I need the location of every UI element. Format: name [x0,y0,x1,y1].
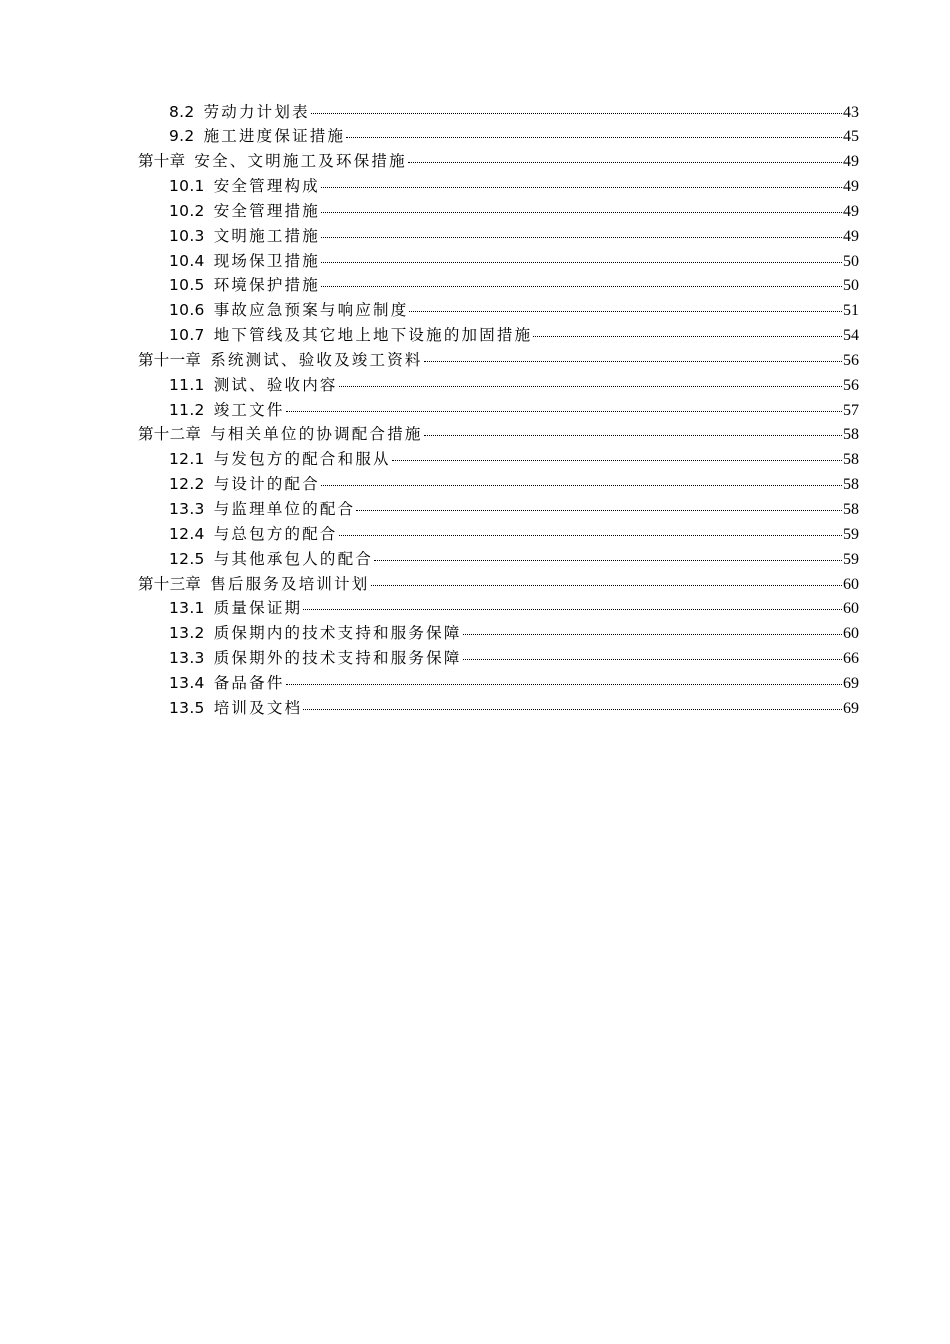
toc-section-entry[interactable] [0,100,950,125]
toc-entry-title: 与监理单位的配合 [213,500,356,518]
toc-section-entry[interactable] [0,647,950,672]
dot-leader [356,510,842,511]
dot-leader [321,237,842,238]
toc-entry-line [169,249,950,275]
toc-entry-page-number: 59 [843,550,859,568]
toc-entry-title: 系统测试、验收及竣工资料 [210,350,423,369]
dot-leader [303,609,842,610]
toc-entry-line [138,422,950,448]
dot-leader [374,560,842,561]
toc-entry-page-number: 58 [843,476,859,494]
toc-entry-line [169,671,950,697]
toc-entry-title: 事故应急预案与响应制度 [213,301,409,320]
dot-leader [321,212,842,213]
toc-section-entry[interactable] [0,473,950,498]
toc-entry-number: 11.1 [169,375,205,394]
toc-section-entry[interactable] [0,249,950,274]
toc-section-entry[interactable] [0,498,950,523]
toc-entry-title: 劳动力计划表 [203,102,310,121]
toc-entry-title: 测试、验收内容 [213,375,338,394]
toc-entry-line [138,572,950,598]
toc-entry-title: 安全管理构成 [213,177,320,196]
toc-entry-title: 备品备件 [213,673,285,692]
toc-entry-number: 8.2 [169,102,195,121]
toc-entry-page-number: 50 [843,252,859,270]
toc-entry-number: 第十二章 [138,425,202,444]
dot-leader [533,336,842,337]
toc-entry-title: 安全管理措施 [213,201,320,220]
dot-leader [463,659,842,660]
toc-entry-title: 安全、文明施工及环保措施 [194,152,407,171]
toc-entry-title: 竣工文件 [213,400,285,419]
toc-entry-number: 10.2 [169,201,205,220]
toc-entry-line [169,174,950,200]
toc-entry-number: 13.2 [169,624,205,643]
toc-entry-number: 10.5 [169,276,205,295]
toc-chapter-entry[interactable] [0,150,950,175]
toc-entry-number: 第十三章 [138,574,202,593]
toc-entry-page-number: 59 [843,525,859,543]
toc-entry-page-number: 56 [843,376,859,394]
toc-entry-line [169,373,950,399]
toc-entry-line [169,547,950,573]
toc-entry-line [169,224,950,250]
toc-entry-number: 第十章 [138,152,186,171]
toc-entry-number: 12.2 [169,475,205,494]
dot-leader [408,162,842,163]
toc-entry-line [169,621,950,647]
toc-entry-title: 与总包方的配合 [213,524,338,543]
toc-entry-page-number: 45 [843,128,859,146]
toc-entry-page-number: 58 [843,426,859,444]
toc-entry-number: 13.1 [169,599,205,618]
toc-section-entry[interactable] [0,125,950,150]
toc-section-entry[interactable] [0,274,950,299]
toc-entry-line [169,472,950,498]
toc-entry-title: 施工进度保证措施 [203,127,346,146]
toc-entry-number: 10.4 [169,251,205,270]
dot-leader [311,113,842,114]
dot-leader [286,684,842,685]
toc-entry-title: 售后服务及培训计划 [210,574,370,593]
toc-entry-title: 质保期外的技术支持和服务保障 [213,649,462,668]
toc-section-entry[interactable] [0,671,950,696]
toc-entry-number: 10.6 [169,301,205,320]
toc-entry-page-number: 49 [843,202,859,220]
toc-entry-line [169,323,950,349]
dot-leader [321,286,842,287]
toc-section-entry[interactable] [0,597,950,622]
toc-section-entry[interactable] [0,547,950,572]
toc-entry-page-number: 56 [843,351,859,369]
toc-entry-number: 10.1 [169,177,205,196]
toc-entry-line [169,124,950,150]
toc-section-entry[interactable] [0,199,950,224]
toc-entry-page-number: 60 [843,625,859,643]
toc-entry-number: 12.4 [169,524,205,543]
toc-entry-page-number: 49 [843,178,859,196]
toc-entry-title: 文明施工措施 [213,226,320,245]
toc-entry-page-number: 60 [843,600,859,618]
dot-leader [346,137,842,138]
toc-entry-line [169,596,950,622]
toc-chapter-entry[interactable] [0,348,950,373]
toc-entry-page-number: 57 [843,401,859,419]
toc-entry-page-number: 43 [843,103,859,121]
toc-entry-title: 与其他承包人的配合 [213,549,374,568]
dot-leader [409,311,842,312]
toc-entry-title: 培训及文档 [213,698,303,717]
dot-leader [321,485,842,486]
toc-section-entry[interactable] [0,175,950,200]
toc-section-entry[interactable] [0,448,950,473]
toc-entry-line [169,199,950,225]
toc-entry-line [169,298,950,324]
toc-entry-number: 12.5 [169,549,205,568]
dot-leader [339,386,842,387]
dot-leader [321,262,842,263]
toc-entry-number: 10.7 [169,326,205,345]
toc-section-entry[interactable] [0,622,950,647]
toc-entry-line [169,497,950,523]
toc-entry-page-number: 66 [843,650,859,668]
toc-entry-number: 第十一章 [138,350,202,369]
dot-leader [286,411,842,412]
dot-leader [339,535,842,536]
toc-entry-line [169,522,950,548]
toc-entry-title: 与发包方的配合和服从 [213,450,391,469]
toc-section-entry[interactable] [0,398,950,423]
toc-entry-number: 13.3 [169,649,205,668]
dot-leader [392,460,842,461]
toc-entry-line [169,273,950,299]
toc-chapter-entry[interactable] [0,423,950,448]
toc-entry-title: 现场保卫措施 [213,251,320,270]
toc-entry-page-number: 60 [843,575,859,593]
toc-entry-number: 13.4 [169,673,205,692]
toc-section-entry[interactable] [0,324,950,349]
toc-entry-page-number: 58 [843,501,859,518]
toc-entry-line [169,696,950,722]
toc-entry-line [169,100,950,126]
toc-entry-title: 质保期内的技术支持和服务保障 [213,624,462,643]
toc-entry-page-number: 58 [843,451,859,469]
dot-leader [424,435,842,436]
toc-entry-number: 9.2 [169,127,195,146]
toc-chapter-entry[interactable] [0,572,950,597]
dot-leader [424,361,842,362]
toc-entry-number: 13.5 [169,698,205,717]
toc-entry-line [138,149,950,175]
toc-entry-number: 13.3 [169,500,205,518]
toc-section-entry[interactable] [0,373,950,398]
table-of-contents [0,100,950,721]
toc-entry-page-number: 50 [843,277,859,295]
toc-entry-line [169,646,950,672]
toc-entry-page-number: 69 [843,674,859,692]
toc-entry-title: 质量保证期 [213,599,303,618]
toc-entry-line [169,398,950,424]
toc-entry-title: 与相关单位的协调配合措施 [210,425,423,444]
toc-section-entry[interactable] [0,522,950,547]
dot-leader [321,187,842,188]
toc-section-entry[interactable] [0,696,950,721]
dot-leader [371,585,842,586]
toc-entry-line [169,447,950,473]
toc-entry-number: 10.3 [169,226,205,245]
toc-entry-title: 与设计的配合 [213,475,320,494]
toc-entry-number: 12.1 [169,450,205,469]
toc-entry-page-number: 54 [843,327,859,345]
toc-entry-page-number: 51 [843,302,859,320]
toc-section-entry[interactable] [0,299,950,324]
toc-entry-page-number: 69 [843,699,859,717]
toc-entry-line [138,348,950,374]
dot-leader [463,634,842,635]
toc-entry-number: 11.2 [169,400,205,419]
toc-entry-page-number: 49 [843,153,859,171]
toc-section-entry[interactable] [0,224,950,249]
dot-leader [303,709,842,710]
toc-entry-title: 环境保护措施 [213,276,320,295]
toc-entry-title: 地下管线及其它地上地下设施的加固措施 [213,326,533,345]
toc-entry-page-number: 49 [843,227,859,245]
